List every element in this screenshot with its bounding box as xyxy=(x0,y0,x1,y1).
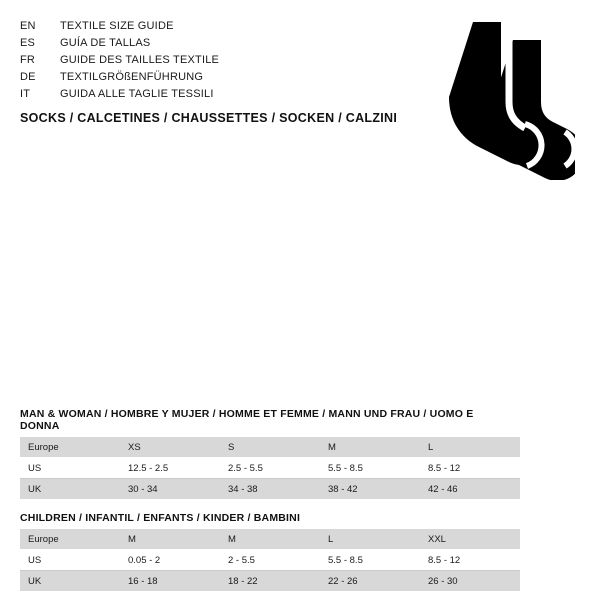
language-label: GUÍA DE TALLAS xyxy=(60,37,151,49)
language-row xyxy=(20,35,380,52)
cell: M xyxy=(320,437,420,458)
children-section xyxy=(20,512,480,592)
cell: XS xyxy=(120,437,220,458)
cell: 34 - 38 xyxy=(220,479,320,500)
man-woman-size-table xyxy=(20,437,520,500)
cell: 0.05 - 2 xyxy=(120,550,220,571)
table-row xyxy=(20,550,520,571)
table-row xyxy=(20,571,520,592)
cell: 5.5 - 8.5 xyxy=(320,550,420,571)
language-code: IT xyxy=(20,88,31,100)
language-list xyxy=(20,18,380,103)
cell: L xyxy=(420,437,520,458)
language-row xyxy=(20,52,380,69)
man-woman-section xyxy=(20,408,480,500)
cell: 2 - 5.5 xyxy=(220,550,320,571)
cell: 18 - 22 xyxy=(220,571,320,592)
page-title: SOCKS / CALCETINES / CHAUSSETTES / SOCKEN / CALZINI xyxy=(20,111,398,125)
language-row xyxy=(20,18,380,35)
row-label: UK xyxy=(20,571,120,592)
row-label: Europe xyxy=(20,437,120,458)
cell: 22 - 26 xyxy=(320,571,420,592)
cell: 38 - 42 xyxy=(320,479,420,500)
language-label: GUIDA ALLE TAGLIE TESSILI xyxy=(60,88,214,100)
cell: 30 - 34 xyxy=(120,479,220,500)
cell: 5.5 - 8.5 xyxy=(320,458,420,479)
language-label: TEXTILE SIZE GUIDE xyxy=(60,20,174,32)
socks-illustration xyxy=(405,20,575,180)
table-row xyxy=(20,458,520,479)
section-title: MAN & WOMAN / HOMBRE Y MUJER / HOMME ET FEMME / MANN UND FRAU / UOMO E DONNA xyxy=(20,408,474,432)
cell: L xyxy=(320,529,420,550)
socks-icon xyxy=(405,20,575,180)
row-label: US xyxy=(20,550,120,571)
cell: 12.5 - 2.5 xyxy=(120,458,220,479)
language-code: DE xyxy=(20,71,36,83)
language-code: EN xyxy=(20,20,36,32)
cell: M xyxy=(120,529,220,550)
row-label: UK xyxy=(20,479,120,500)
cell: 8.5 - 12 xyxy=(420,458,520,479)
cell: M xyxy=(220,529,320,550)
cell: 42 - 46 xyxy=(420,479,520,500)
cell: 8.5 - 12 xyxy=(420,550,520,571)
cell: 26 - 30 xyxy=(420,571,520,592)
cell: S xyxy=(220,437,320,458)
language-label: TEXTILGRÖßENFÜHRUNG xyxy=(60,71,204,83)
row-label: Europe xyxy=(20,529,120,550)
cell: 16 - 18 xyxy=(120,571,220,592)
section-title: CHILDREN / INFANTIL / ENFANTS / KINDER / BAMBINI xyxy=(20,512,301,524)
language-code: FR xyxy=(20,54,36,66)
language-label: GUIDE DES TAILLES TEXTILE xyxy=(60,54,220,66)
children-size-table xyxy=(20,529,520,592)
language-code: ES xyxy=(20,37,36,49)
table-row xyxy=(20,529,520,550)
table-row xyxy=(20,479,520,500)
row-label: US xyxy=(20,458,120,479)
language-row xyxy=(20,86,380,103)
cell: XXL xyxy=(420,529,520,550)
table-row xyxy=(20,437,520,458)
language-row xyxy=(20,69,380,86)
cell: 2.5 - 5.5 xyxy=(220,458,320,479)
